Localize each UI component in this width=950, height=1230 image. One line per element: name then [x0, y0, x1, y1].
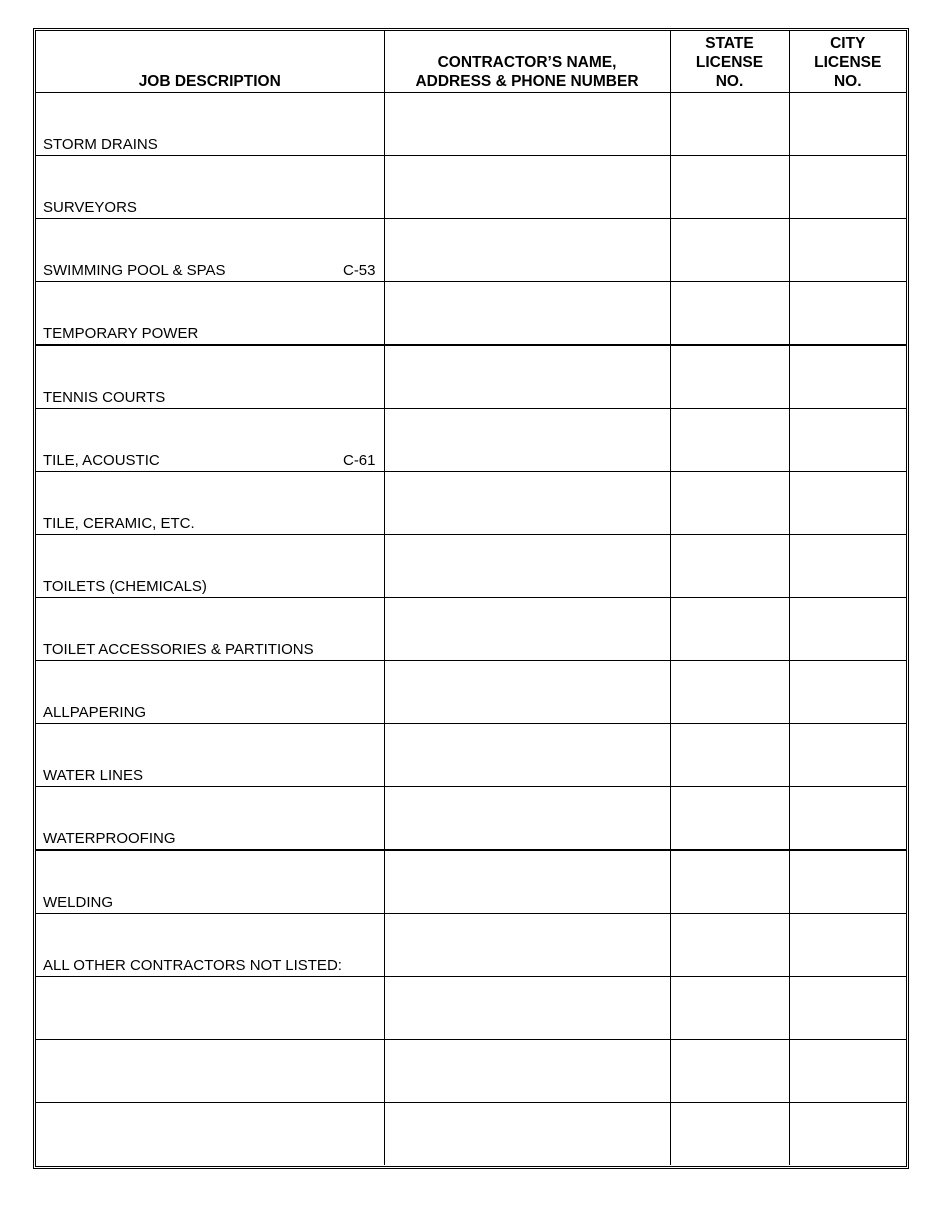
job-description-text: TENNIS COURTS	[43, 389, 166, 406]
job-description-cell[interactable]	[36, 345, 384, 409]
state-license-cell[interactable]	[670, 724, 789, 787]
table-row	[36, 1040, 906, 1103]
table-row	[36, 345, 906, 409]
job-description-cell[interactable]	[36, 93, 384, 156]
license-class-code: C-53	[342, 262, 376, 279]
city-license-cell[interactable]	[789, 1103, 906, 1166]
contractor-cell[interactable]	[384, 1103, 670, 1166]
job-description-text: TOILET ACCESSORIES & PARTITIONS	[43, 641, 314, 658]
state-license-cell[interactable]	[670, 914, 789, 977]
job-description-cell[interactable]	[36, 850, 384, 914]
state-license-cell[interactable]	[670, 850, 789, 914]
city-license-cell[interactable]	[789, 93, 906, 156]
state-license-cell[interactable]	[670, 1040, 789, 1103]
state-license-cell[interactable]	[670, 219, 789, 282]
job-description-text: WATERPROOFING	[43, 830, 176, 847]
job-description-cell[interactable]	[36, 156, 384, 219]
contractor-cell[interactable]	[384, 156, 670, 219]
table-row	[36, 535, 906, 598]
state-license-cell[interactable]	[670, 156, 789, 219]
job-description-text: STORM DRAINS	[43, 136, 158, 153]
job-description-cell[interactable]	[36, 1103, 384, 1166]
job-description-text: TILE, CERAMIC, ETC.	[43, 515, 195, 532]
contractor-cell[interactable]	[384, 1040, 670, 1103]
contractor-form	[33, 28, 909, 1169]
job-description-cell[interactable]	[36, 472, 384, 535]
header-city-line1: CITY	[830, 35, 866, 52]
city-license-cell[interactable]	[789, 156, 906, 219]
job-description-cell[interactable]	[36, 1040, 384, 1103]
job-description-text: SWIMMING POOL & SPAS	[43, 262, 226, 279]
job-description-cell[interactable]	[36, 914, 384, 977]
city-license-cell[interactable]	[789, 914, 906, 977]
contractor-cell[interactable]	[384, 409, 670, 472]
contractor-cell[interactable]	[384, 661, 670, 724]
job-description-cell[interactable]	[36, 409, 384, 472]
header-contractor-line2: ADDRESS & PHONE NUMBER	[415, 73, 639, 90]
state-license-cell[interactable]	[670, 282, 789, 346]
contractor-cell[interactable]	[384, 914, 670, 977]
table-row	[36, 409, 906, 472]
job-description-text: TEMPORARY POWER	[43, 325, 199, 342]
contractor-table	[36, 31, 906, 1165]
city-license-cell[interactable]	[789, 535, 906, 598]
table-row	[36, 93, 906, 156]
header-state-license	[670, 31, 789, 93]
contractor-cell[interactable]	[384, 850, 670, 914]
job-description-text: WELDING	[43, 894, 114, 911]
table-row	[36, 724, 906, 787]
job-description-cell[interactable]	[36, 535, 384, 598]
table-row	[36, 219, 906, 282]
header-job-description-label: JOB DESCRIPTION	[138, 73, 281, 90]
table-row	[36, 914, 906, 977]
table-row	[36, 156, 906, 219]
header-state-line2: LICENSE	[695, 54, 764, 71]
city-license-cell[interactable]	[789, 661, 906, 724]
city-license-cell[interactable]	[789, 724, 906, 787]
contractor-cell[interactable]	[384, 93, 670, 156]
table-row	[36, 282, 906, 346]
table-row	[36, 1103, 906, 1166]
city-license-cell[interactable]	[789, 409, 906, 472]
job-description-text: TOILETS (CHEMICALS)	[43, 578, 207, 595]
table-row	[36, 472, 906, 535]
city-license-cell[interactable]	[789, 345, 906, 409]
header-state-line1: STATE	[705, 35, 754, 52]
job-description-cell[interactable]	[36, 219, 384, 282]
contractor-cell[interactable]	[384, 535, 670, 598]
state-license-cell[interactable]	[670, 409, 789, 472]
state-license-cell[interactable]	[670, 472, 789, 535]
city-license-cell[interactable]	[789, 787, 906, 851]
header-contractor	[384, 31, 670, 93]
job-description-cell[interactable]	[36, 724, 384, 787]
city-license-cell[interactable]	[789, 850, 906, 914]
state-license-cell[interactable]	[670, 598, 789, 661]
state-license-cell[interactable]	[670, 93, 789, 156]
job-description-cell[interactable]	[36, 598, 384, 661]
contractor-cell[interactable]	[384, 345, 670, 409]
header-state-line3: NO.	[715, 73, 744, 90]
table-row	[36, 598, 906, 661]
state-license-cell[interactable]	[670, 787, 789, 851]
state-license-cell[interactable]	[670, 345, 789, 409]
job-description-cell[interactable]	[36, 977, 384, 1040]
table-row	[36, 977, 906, 1040]
state-license-cell[interactable]	[670, 661, 789, 724]
city-license-cell[interactable]	[789, 598, 906, 661]
contractor-cell[interactable]	[384, 724, 670, 787]
state-license-cell[interactable]	[670, 1103, 789, 1166]
contractor-cell[interactable]	[384, 282, 670, 346]
contractor-cell[interactable]	[384, 598, 670, 661]
city-license-cell[interactable]	[789, 977, 906, 1040]
table-row	[36, 661, 906, 724]
city-license-cell[interactable]	[789, 219, 906, 282]
job-description-text: SURVEYORS	[43, 199, 137, 216]
header-contractor-line1: CONTRACTOR’S NAME,	[437, 54, 617, 71]
state-license-cell[interactable]	[670, 535, 789, 598]
table-row	[36, 850, 906, 914]
job-description-text: ALLPAPERING	[43, 704, 147, 721]
header-row	[36, 31, 906, 93]
contractor-cell[interactable]	[384, 219, 670, 282]
job-description-cell[interactable]	[36, 282, 384, 346]
job-description-text: ALL OTHER CONTRACTORS NOT LISTED:	[43, 957, 342, 974]
job-description-cell[interactable]	[36, 661, 384, 724]
state-license-cell[interactable]	[670, 977, 789, 1040]
contractor-cell[interactable]	[384, 787, 670, 851]
contractor-cell[interactable]	[384, 472, 670, 535]
job-description-text: WATER LINES	[43, 767, 144, 784]
city-license-cell[interactable]	[789, 472, 906, 535]
header-job-description	[36, 31, 384, 93]
table-row	[36, 787, 906, 851]
contractor-cell[interactable]	[384, 977, 670, 1040]
city-license-cell[interactable]	[789, 282, 906, 346]
header-city-line2: LICENSE	[814, 54, 882, 71]
job-description-cell[interactable]	[36, 787, 384, 851]
license-class-code: C-61	[342, 452, 376, 469]
city-license-cell[interactable]	[789, 1040, 906, 1103]
job-description-text: TILE, ACOUSTIC	[43, 452, 160, 469]
header-city-license	[789, 31, 906, 93]
header-city-line3: NO.	[833, 73, 862, 90]
